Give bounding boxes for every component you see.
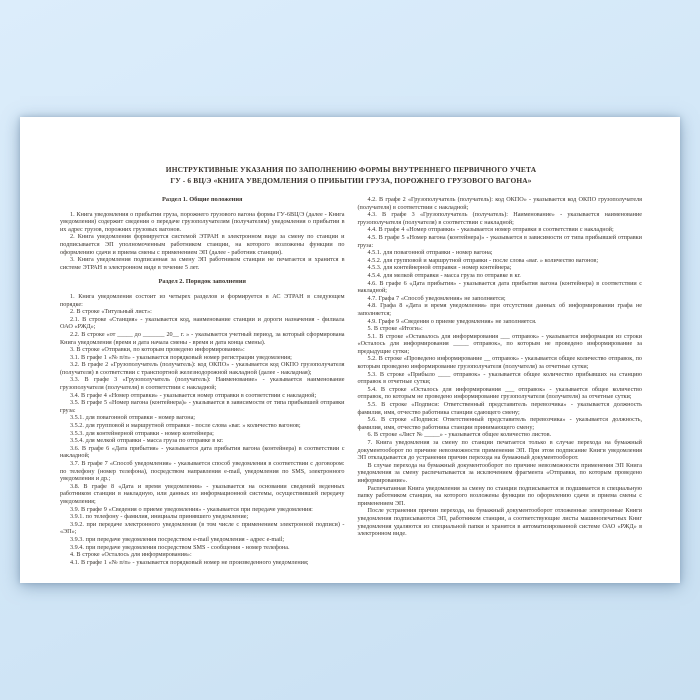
paragraph: 4.1. В графе 1 «№ п/п» - указывается порядковый номер не произведенного уведомления; [70, 558, 309, 566]
paragraph: 4.5.4. для мелкой отправки - масса груза по отправке в кг. [367, 271, 521, 279]
left-column [60, 196, 345, 566]
paragraph: 4.2. В графе 2 «Грузополучатель (получатель): код ОКПО» - указывается код ОКПО грузополучателя (получателя) в соответствии с накладной; [357, 196, 642, 211]
paragraph: 3.4. В графе 4 «Номер отправки» - указывается номер отправки в соответствии с накладной; [70, 391, 317, 399]
paragraph: 3.5.2. для групповой и маршрутной отправки - после слова «ваг. » количество вагонов; [70, 422, 301, 430]
paragraph: 5.2. В строке «Проведено информирование __ отправок» - указывается общее количество отправок, по которым проведено информирование грузополучателя (получателя) за отчетные сутки; [357, 355, 642, 371]
paragraph: 4. В строке «Осталось для информирования»: [70, 551, 192, 559]
two-column-layout [60, 196, 642, 566]
paragraph: Распечатанная Книга уведомления за смену по станции подписывается и подшивается в специальную папку работником станции, на которого возложены функции по оформлению сдачи и приема смены с применением ЭП. [357, 484, 642, 507]
paragraph: 3.7. В графе 7 «Способ уведомления» - указывается способ уведомления в соответствии с договором: по телефону (номер телефона), посредством направления e-mail, уведомления по SMS, электронного уведомления и др.; [60, 460, 345, 483]
paragraph: 3.5.4. для мелкой отправки - масса груза по отправке в кг. [70, 437, 224, 445]
paragraph: 4.6. В графе 6 «Дата прибытия» - указывается дата прибытия вагона (контейнера) в соответствии с накладной; [357, 279, 642, 295]
paragraph: 5.3. В строке «Прибыло ____ отправок» - указывается общее количество прибывших на станцию отправок в отчетные сутки; [357, 370, 642, 386]
paragraph: 2. В строке «Титульный лист»: [70, 308, 152, 316]
paragraph: 6. В строке «Лист № _____» - указывается общее количество листов. [367, 431, 552, 439]
paragraph: 4.5.2. для групповой и маршрутной отправки - после слова «ваг. » количество вагонов; [367, 256, 599, 264]
paragraph: 3.9.2. при передаче электронного уведомления (в том числе с применением электронной подписи) - «ЭП»; [60, 520, 345, 536]
paragraph: 3.5. В графе 5 «Номер вагона (контейнера)» - указывается в зависимости от типа прибывшей отправки груза: [60, 399, 345, 414]
paragraph: 4.7. Графа 7 «Способ уведомления» не заполняется; [367, 294, 506, 302]
paragraph: 3.6. В графе 6 «Дата прибытия» - указывается дата прибытия вагона (контейнера) в соответствии с накладной; [60, 444, 345, 460]
paragraph: 4.4. В графе 4 «Номер отправки» - указывается номер отправки в соответствии с накладной; [367, 226, 614, 234]
paragraph: 4.5.1. для повагонной отправки - номер вагона; [367, 249, 493, 257]
section-heading: Раздел 2. Порядок заполнения [158, 278, 246, 286]
paragraph: 3.9.1. по телефону - фамилия, инициалы принявшего уведомление; [70, 513, 249, 521]
right-column [358, 196, 643, 566]
paragraph: 3. В строке «Отправки, по которым проведено информирование»: [70, 346, 245, 354]
paragraph: 5.6. В строке «Подписи: Ответственный представитель перевозчика» - указывается должность, фамилия, имя, отчество работника станции принимающего смену; [357, 416, 642, 431]
paragraph: 2.2. В строке «от _____ до _______ 20__ г. » - указывается учетный период, за который сформирована Книга уведомления (время и дата начала смены - время и дата конца смены). [60, 330, 345, 346]
paragraph: 3.5.3. для контейнерной отправки - номер контейнера; [70, 429, 214, 437]
paragraph: 3. Книга уведомления подписанная за смену ЭП работником станции не печатается и хранится в системе ЭТРАН в электронном виде в течение 5 лет. [60, 256, 345, 271]
paragraph: 3.9.3. при передаче уведомления посредством e-mail уведомления - адрес e-mail; [70, 535, 285, 543]
paragraph: 5.1. В строке «Оставалось для информирования ___ отправок» - указывается информация из строки «Осталось для информирования _____ отправок», по которым не проведено информирование за предыдущие сутки; [357, 332, 642, 355]
paragraph: 5.4. В строке «Осталось для информирования ___ отправок» - указывается общее количество отправок, по которым не проведено информирование грузополучателя (получателя) за отчетные сутки; [357, 385, 642, 401]
paragraph: 3.3. В графе 3 «Грузополучатель (получатель): Наименование» - указывается наименование грузополучателя (получателя) в соответствии с накладной; [60, 376, 345, 392]
paragraph: 4.5.3. для контейнерной отправки - номер контейнера; [367, 264, 512, 272]
paragraph: 2. Книга уведомления формируется системой ЭТРАН в электронном виде за смену по станции и подписывается ЭП уполномоченным работником станции, на которого возложены функции по оформлению сдачи и приема смены с применением ЭП (далее - работник станции). [60, 233, 345, 256]
paragraph: 5.5. В строке «Подписи: Ответственный представитель перевозчика» - указывается должность фамилия, имя, отчество работника станции сдающего смену; [357, 401, 642, 416]
paragraph: 4.3. В графе 3 «Грузополучатель (получатель): Наименование» - указывается наименование грузополучателя (получателя) в соответствии с накладной; [357, 211, 642, 226]
paragraph: 1. Книга уведомления состоит из четырех разделов и формируется в АС ЭТРАН в следующем порядке: [60, 292, 345, 308]
paragraph: 4.8. Графа 8 «Дата и время уведомления» при отсутствии данных об информировании графа не заполняется; [357, 302, 642, 317]
document-title-line1: ИНСТРУКТИВНЫЕ УКАЗАНИЯ ПО ЗАПОЛНЕНИЮ ФОРМЫ ВНУТРЕННЕГО ПЕРВИЧНОГО УЧЕТА [165, 165, 537, 174]
section-heading: Раздел 1. Общие положения [162, 196, 243, 203]
paragraph: 4.5. В графе 5 «Номер вагона (контейнера)» - указывается в зависимости от типа прибывшей отправки груза: [357, 233, 642, 249]
paragraph: 3.5.1. для повагонной отправки - номер вагона; [70, 414, 196, 422]
paragraph: 4.9. Графе 9 «Сведения о приеме уведомления» не заполняется. [367, 317, 537, 325]
document-title [72, 165, 631, 186]
paragraph: После устранения причин перехода, на бумажный документооборот отложенные электронные Книги уведомления подписываются ЭП, работником станции, а соответствующие листы машинопечатных Книг уведомления удаляются из специальной папки и хранятся в автоматизированной системе ОАО «РЖД» в электронном виде. [357, 507, 642, 538]
paragraph: 3.8. В графе 8 «Дата и время уведомления» - указывается на основании сведений веденных работником станции в накладную, или данных из информационной системы, осуществившей передачу уведомления; [60, 482, 345, 505]
paragraph: 7. Книга уведомления за смену по станции печатается только в случае перехода на бумажный документооборот по причине невозможности применения ЭП. При этом подписание Книги уведомления ЭП откладывается до устранения причин перехода на бумажный документооборот. [357, 439, 642, 462]
document-title-line2: ГУ - 6 ВЦ/Э «КНИГА УВЕДОМЛЕНИЯ О ПРИБЫТИИ ГРУЗА, ПОРОЖНЕГО ГРУЗОВОГО ВАГОНА» [170, 175, 532, 185]
paragraph: В случае перехода на бумажный документооборот по причине невозможности применения ЭП Книга уведомления за смену распечатывается за исключением фрагмента «Отправки, по которым проведено информирование». [357, 461, 642, 484]
paragraph: 3.2. В графе 2 «Грузополучатель (получатель): код ОКПО» - указывается код ОКПО грузополучателя (получателя) в соответствии с транспортной железнодорожной накладной (далее - накладная); [60, 361, 345, 376]
document-page [20, 117, 680, 583]
paragraph: 2.1. В строке «Станция» - указывается код, наименование станции и дороги назначения - филиала ОАО «РЖД»; [60, 315, 345, 331]
paragraph: 5. В строке «Итоги»: [367, 325, 423, 333]
paragraph: 3.9.4. при передаче уведомления посредством SMS - сообщения - номер телефона. [70, 543, 290, 551]
paragraph: 3.9. В графе 9 «Сведения о приеме уведомления» - указывается при передаче уведомления: [70, 505, 313, 513]
paragraph: 3.1. В графе 1 «№ п/п» - указывается порядковый номер регистрации уведомления; [70, 353, 292, 361]
paragraph: 1. Книга уведомления о прибытии груза, порожнего грузового вагона формы ГУ-6ВЦ/Э (далее - Книга уведомления) содержит сведения о передаче грузополучателям (получателям) уведомления о прибытии в их адрес грузов, порожних грузовых вагонов. [60, 210, 345, 233]
